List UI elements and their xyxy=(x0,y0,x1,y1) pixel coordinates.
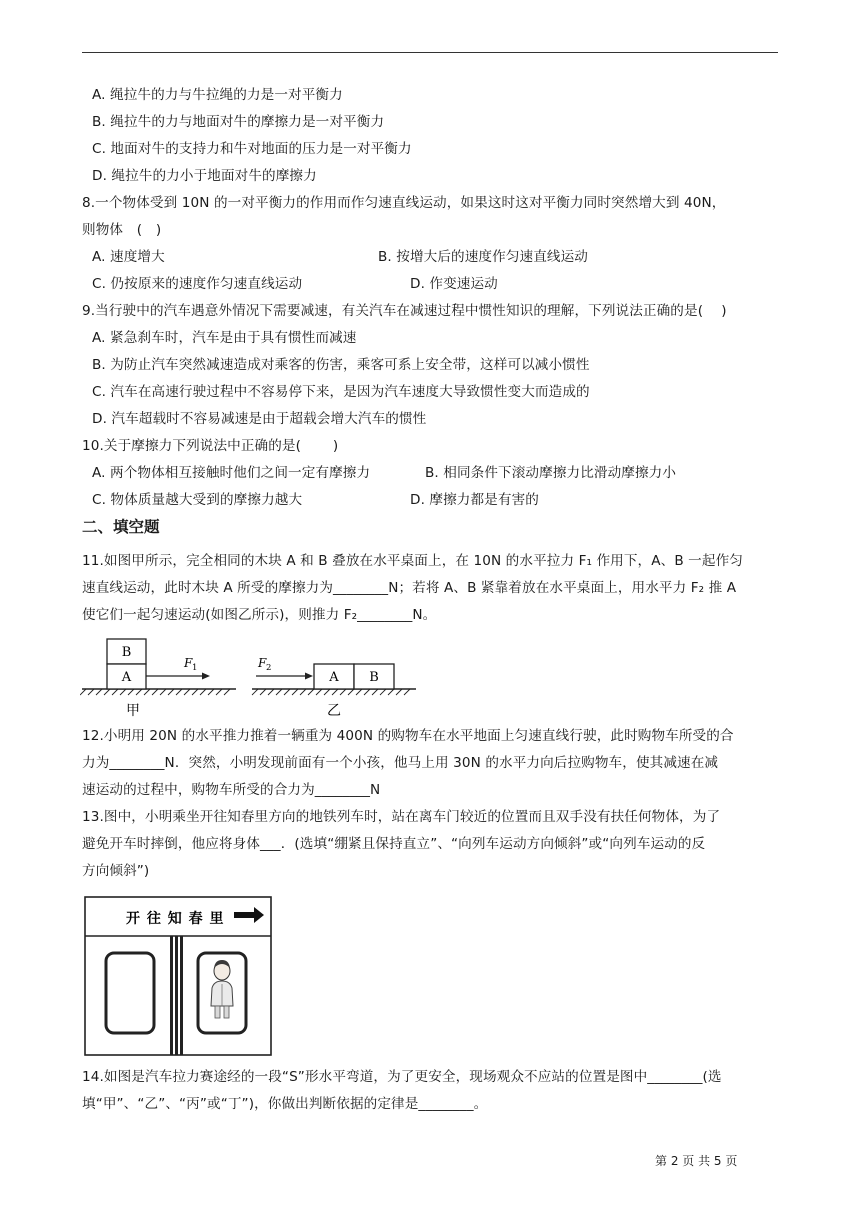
destination-sign: 开 往 知 春 里 xyxy=(126,911,225,927)
q9-option-a: A. 紧急刹车时，汽车是由于具有惯性而减速 xyxy=(92,330,357,346)
q8-option-b: B. 按增大后的速度作匀速直线运动 xyxy=(378,249,588,265)
q8-option-a: A. 速度增大 xyxy=(92,249,165,265)
q8-stem-line1: 8.一个物体受到 10N 的一对平衡力的作用而作匀速直线运动，如果这时这对平衡力同时突然增大到 40N， xyxy=(82,195,726,211)
header-rule xyxy=(82,52,778,53)
q12-line1: 12.小明用 20N 的水平推力推着一辆重为 400N 的购物车在水平地面上匀速直线行驶，此时购物车所受的合 xyxy=(82,728,734,744)
q13-line2: 避免开车时摔倒，他应将身体___．(选填“绷紧且保持直立”、“向列车运动方向倾斜”或“向列车运动的反 xyxy=(82,836,706,852)
q10-stem: 10.关于摩擦力下列说法中正确的是( ) xyxy=(82,438,339,454)
page-footer: 第 2 页 共 5 页 xyxy=(655,1154,738,1168)
block-b-label: B xyxy=(121,645,132,660)
force-f1-label: F xyxy=(184,656,193,670)
q13-line3: 方向倾斜”) xyxy=(82,863,150,879)
q8-stem-line2: 则物体 ( ) xyxy=(82,222,162,238)
q11-line3: 使它们一起匀速运动(如图乙所示)，则推力 F₂________N。 xyxy=(82,607,437,623)
q7-option-a: A. 绳拉牛的力与牛拉绳的力是一对平衡力 xyxy=(92,87,343,103)
q14-line2: 填“甲”、“乙”、“丙”或“丁”)，你做出判断依据的定律是________。 xyxy=(82,1096,488,1112)
q13-line1: 13.图中，小明乘坐开往知春里方向的地铁列车时，站在离车门较近的位置而且双手没有扶任何物体，为了 xyxy=(82,809,721,825)
q10-option-d: D. 摩擦力都是有害的 xyxy=(410,492,539,508)
q9-option-c: C. 汽车在高速行驶过程中不容易停下来，是因为汽车速度大导致惯性变大而造成的 xyxy=(92,384,590,400)
q13-subway-door-figure xyxy=(84,896,274,1058)
force-f2-subscript: 2 xyxy=(266,663,272,673)
q11-line2: 速直线运动，此时木块 A 所受的摩擦力为________N；若将 A、B 紧靠着放在水平桌面上，用水平力 F₂ 推 A xyxy=(82,580,737,596)
caption-yi: 乙 xyxy=(327,703,341,719)
q12-line3: 速运动的过程中，购物车所受的合力为________N xyxy=(82,782,381,798)
q10-option-c: C. 物体质量越大受到的摩擦力越大 xyxy=(92,492,303,508)
block-a2-label: A xyxy=(329,670,339,685)
q8-option-d: D. 作变速运动 xyxy=(410,276,498,292)
q9-stem: 9.当行驶中的汽车遇意外情况下需要减速，有关汽车在减速过程中惯性知识的理解，下列说法正确的是( ) xyxy=(82,303,727,319)
q7-option-c: C. 地面对牛的支持力和牛对地面的压力是一对平衡力 xyxy=(92,141,412,157)
section-title-fill-in: 二、填空题 xyxy=(82,518,160,536)
q9-option-b: B. 为防止汽车突然减速造成对乘客的伤害，乘客可系上安全带，这样可以减小惯性 xyxy=(92,357,590,373)
block-a-label: A xyxy=(121,670,132,685)
force-f2-label: F xyxy=(258,656,267,670)
q14-line1: 14.如图是汽车拉力赛途经的一段“S”形水平弯道，为了更安全，现场观众不应站的位置是图中________(选 xyxy=(82,1069,722,1085)
caption-jia: 甲 xyxy=(126,703,140,719)
q7-option-d: D. 绳拉牛的力小于地面对牛的摩擦力 xyxy=(92,168,317,184)
q12-line2: 力为________N．突然，小明发现前面有一个小孩，他马上用 30N 的水平力向后拉购物车，使其减速在减 xyxy=(82,755,719,771)
block-b2-label: B xyxy=(369,670,379,685)
figure-jia xyxy=(80,639,236,719)
q10-option-a: A. 两个物体相互接触时他们之间一定有摩擦力 xyxy=(92,465,371,481)
q11-line1: 11.如图甲所示，完全相同的木块 A 和 B 叠放在水平桌面上，在 10N 的水平拉力 F₁ 作用下，A、B 一起作匀 xyxy=(82,553,743,569)
q11-figure xyxy=(80,634,420,720)
q10-option-b: B. 相同条件下滚动摩擦力比滑动摩擦力小 xyxy=(425,465,677,481)
q9-option-d: D. 汽车超载时不容易减速是由于超载会增大汽车的惯性 xyxy=(92,411,427,427)
figure-yi xyxy=(252,656,416,719)
q8-option-c: C. 仍按原来的速度作匀速直线运动 xyxy=(92,276,303,292)
q7-option-b: B. 绳拉牛的力与地面对牛的摩擦力是一对平衡力 xyxy=(92,114,385,130)
force-f1-subscript: 1 xyxy=(192,663,198,673)
